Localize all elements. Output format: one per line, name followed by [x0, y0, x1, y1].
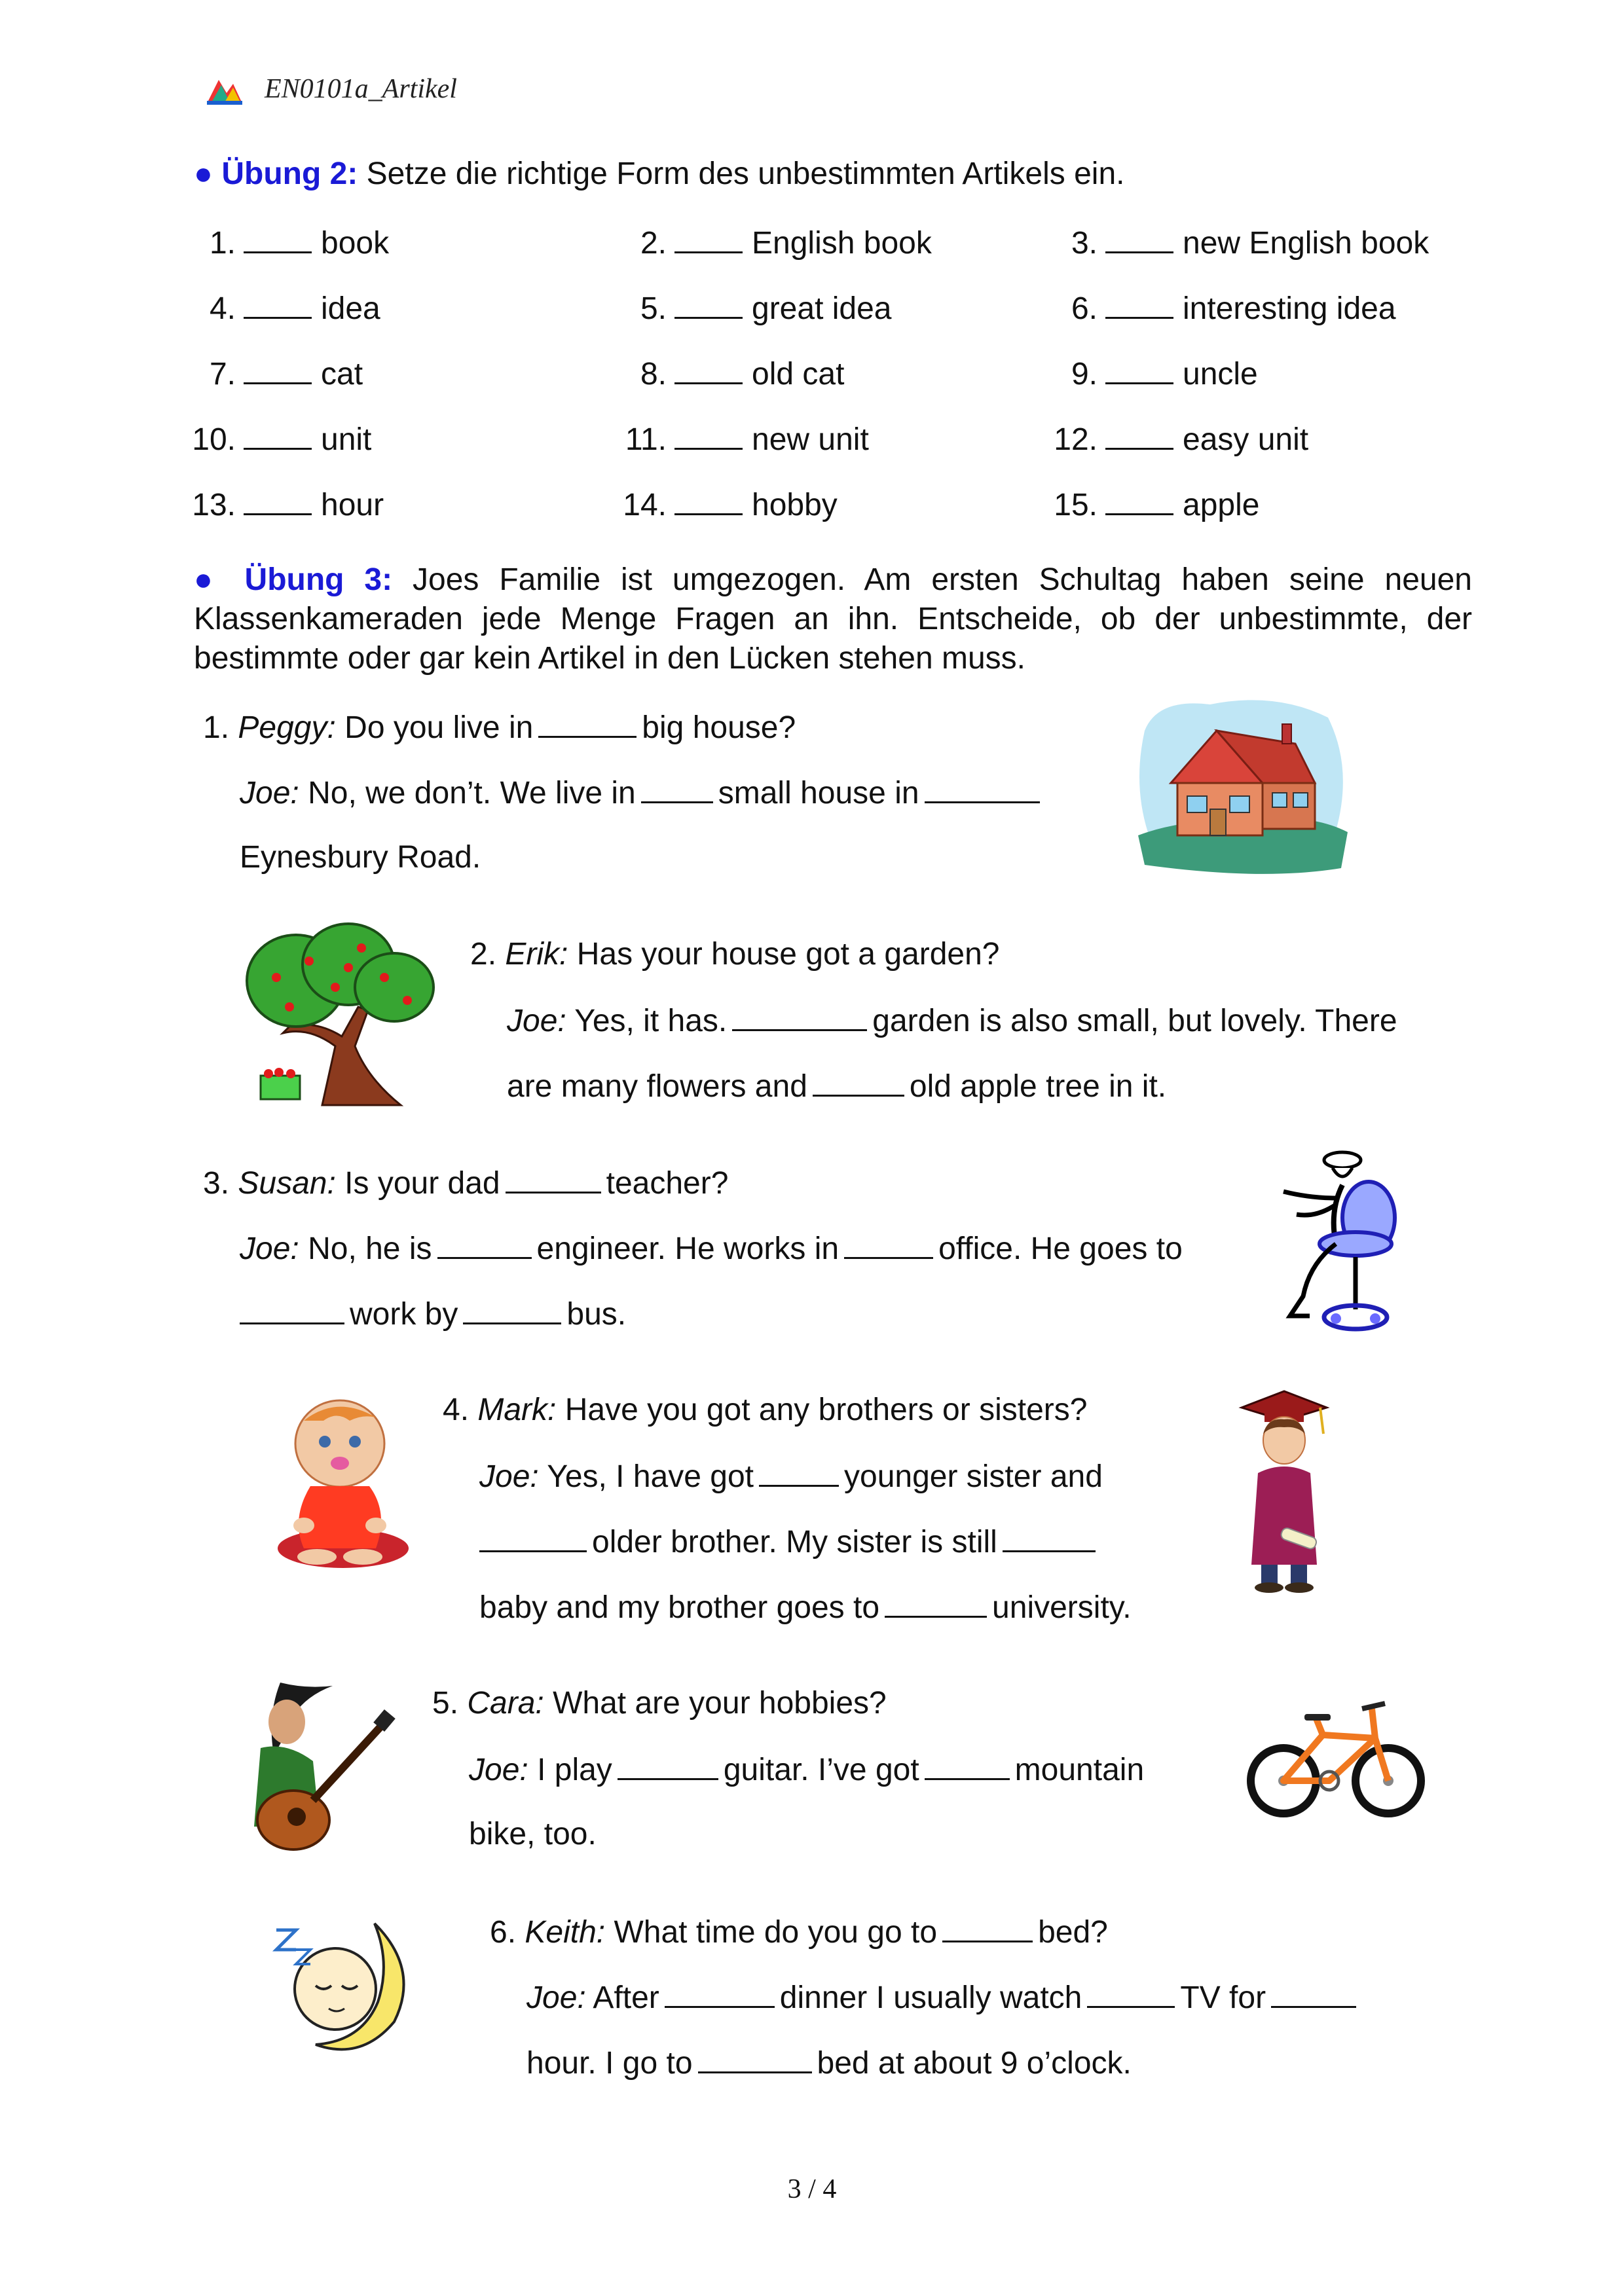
- item-text: cat: [321, 357, 363, 392]
- exercise-2-title: ● Übung 2: Setze die richtige Form des unbestimmten Artikels ein.: [194, 156, 1125, 191]
- item-number: 14.: [623, 488, 667, 522]
- gap[interactable]: [674, 484, 743, 515]
- exercise-2-item: [1052, 288, 1396, 329]
- apple-tree-clipart-icon: [237, 915, 440, 1112]
- dialogue-4-answer-cont2: baby and my brother goes to university.: [479, 1587, 1132, 1628]
- dialogue-6-answer: Joe: After dinner I usually watch TV for: [526, 1977, 1361, 2018]
- dialogue-5-answer: Joe: I play guitar. I’ve got mountain: [469, 1749, 1144, 1790]
- page-number: 3 / 4: [787, 2174, 837, 2204]
- gap[interactable]: [759, 1456, 839, 1487]
- dialogue-2-question: 2. Erik: Has your house got a garden?: [470, 937, 1000, 972]
- gap[interactable]: [942, 1912, 1033, 1942]
- dialogue-1-question: 1. Peggy: Do you live in big house?: [203, 707, 796, 748]
- gap[interactable]: [244, 288, 312, 319]
- item-number: 12.: [1054, 422, 1098, 457]
- item-number: 15.: [1054, 488, 1098, 522]
- item-number: 9.: [1071, 357, 1098, 392]
- exercise-2-item: [621, 288, 892, 329]
- dialogue-5-question: 5. Cara: What are your hobbies?: [432, 1686, 887, 1721]
- dialogue-1-answer: Joe: No, we don’t. We live in small house in: [240, 773, 1045, 813]
- gap[interactable]: [479, 1522, 587, 1552]
- exercise-2-item: [621, 223, 932, 263]
- gap[interactable]: [885, 1587, 987, 1618]
- gap[interactable]: [244, 223, 312, 253]
- exercise-2-item: [621, 354, 844, 394]
- graduate-clipart-icon: [1235, 1388, 1333, 1597]
- mountain-bike-clipart-icon: [1244, 1689, 1428, 1820]
- dialogue-4-question: 4. Mark: Have you got any brothers or sisters?: [443, 1393, 1088, 1427]
- exercise-3-intro: ● Übung 3: Joes Familie ist umgezogen. Am ersten Schultag haben seine neuen Klassenkameraden jede Menge Fragen an ihn. Entscheide, ob der unbestimmte, der bestimmte oder gar kein Artikel in den Lücken stehen muss.: [194, 562, 1472, 676]
- gap[interactable]: [698, 2043, 812, 2073]
- exercise-3-instruction: Joes Familie ist umgezogen. Am ersten Schultag haben seine neuen Klassenkameraden jede Menge Fragen an ihn. Entscheide, ob der unbestimmte, der bestimmte oder gar kein Artikel in den Lücken stehen muss.: [194, 562, 1472, 676]
- gap[interactable]: [813, 1066, 904, 1097]
- baby-clipart-icon: [265, 1394, 409, 1571]
- dialogue-2-answer-cont: are many flowers and old apple tree in it.: [507, 1066, 1166, 1106]
- gap[interactable]: [618, 1749, 718, 1780]
- item-number: 10.: [192, 422, 236, 457]
- gap[interactable]: [1105, 484, 1173, 515]
- exercise-2-item: [1052, 419, 1308, 460]
- dialogue-3-answer: Joe: No, he is engineer. He works in office. He goes to: [240, 1228, 1183, 1269]
- item-text: easy unit: [1183, 422, 1309, 457]
- item-text: hour: [321, 488, 384, 522]
- exercise-2-item: [1052, 354, 1258, 394]
- item-text: unit: [321, 422, 372, 457]
- gap[interactable]: [732, 1000, 867, 1031]
- gap[interactable]: [1105, 419, 1173, 450]
- dialogue-4-answer-cont: older brother. My sister is still: [479, 1522, 1101, 1562]
- dialogue-1-answer-cont: Eynesbury Road.: [240, 840, 481, 875]
- item-number: 4.: [209, 291, 236, 326]
- dialogue-3-answer-cont: work by bus.: [240, 1294, 626, 1334]
- item-number: 6.: [1071, 291, 1098, 326]
- gap[interactable]: [665, 1977, 775, 2008]
- item-text: apple: [1183, 488, 1260, 522]
- document-id: EN0101a_Artikel: [265, 74, 457, 104]
- item-text: idea: [321, 291, 380, 326]
- exercise-2-item: [1052, 223, 1429, 263]
- item-text: English book: [752, 226, 932, 261]
- item-number: 11.: [625, 422, 667, 457]
- gap[interactable]: [538, 707, 637, 738]
- dialogue-6-question: 6. Keith: What time do you go to bed?: [490, 1912, 1108, 1952]
- item-text: interesting idea: [1183, 291, 1396, 326]
- gap[interactable]: [463, 1294, 561, 1324]
- item-text: hobby: [752, 488, 838, 522]
- item-number: 8.: [640, 357, 667, 392]
- item-number: 7.: [209, 357, 236, 392]
- item-number: 13.: [192, 488, 236, 522]
- gap[interactable]: [925, 1749, 1010, 1780]
- gap[interactable]: [244, 484, 312, 515]
- exercise-2-item: [190, 419, 371, 460]
- guitarist-clipart-icon: [241, 1676, 398, 1859]
- exercise-2-instruction: Setze die richtige Form des unbestimmten Artikels ein.: [366, 156, 1125, 191]
- dialogue-4-answer: Joe: Yes, I have got younger sister and: [479, 1456, 1103, 1497]
- gap[interactable]: [674, 419, 743, 450]
- sleeping-moon-clipart-icon: [263, 1910, 420, 2061]
- gap[interactable]: [244, 354, 312, 384]
- worker-on-chair-clipart-icon: [1270, 1146, 1414, 1336]
- gap[interactable]: [437, 1228, 532, 1259]
- exercise-2-item: [621, 419, 869, 460]
- publisher-logo-icon: [204, 71, 244, 107]
- dialogue-6-answer-cont: hour. I go to bed at about 9 o’clock.: [526, 2043, 1132, 2083]
- gap[interactable]: [674, 223, 743, 253]
- item-text: book: [321, 226, 390, 261]
- item-text: uncle: [1183, 357, 1258, 392]
- gap[interactable]: [1003, 1522, 1096, 1552]
- exercise-2-item: [190, 354, 363, 394]
- gap[interactable]: [240, 1294, 344, 1324]
- gap[interactable]: [1271, 1977, 1356, 2008]
- gap[interactable]: [1105, 354, 1173, 384]
- gap[interactable]: [1105, 223, 1173, 253]
- item-text: old cat: [752, 357, 845, 392]
- item-number: 3.: [1071, 226, 1098, 261]
- dialogue-2-answer: Joe: Yes, it has. garden is also small, but lovely. There: [507, 1000, 1397, 1041]
- item-number: 5.: [640, 291, 667, 326]
- gap[interactable]: [244, 419, 312, 450]
- exercise-2-item: [190, 288, 380, 329]
- exercise-2-item: [190, 223, 389, 263]
- house-clipart-icon: [1132, 691, 1354, 881]
- gap[interactable]: [674, 288, 743, 319]
- item-text: great idea: [752, 291, 892, 326]
- exercise-2-item: [1052, 484, 1259, 525]
- exercise-2-item: [190, 484, 384, 525]
- item-number: 2.: [640, 226, 667, 261]
- dialogue-5-answer-cont: bike, too.: [469, 1817, 597, 1851]
- gap[interactable]: [1087, 1977, 1175, 2008]
- exercise-2-item: [621, 484, 838, 525]
- item-text: new unit: [752, 422, 869, 457]
- exercise-3-label: Übung 3:: [244, 562, 393, 597]
- gap[interactable]: [844, 1228, 933, 1259]
- gap[interactable]: [506, 1163, 601, 1194]
- gap[interactable]: [641, 773, 713, 803]
- gap[interactable]: [1105, 288, 1173, 319]
- item-text: new English book: [1183, 226, 1430, 261]
- item-number: 1.: [209, 226, 236, 261]
- gap[interactable]: [674, 354, 743, 384]
- dialogue-3-question: 3. Susan: Is your dad teacher?: [203, 1163, 728, 1203]
- exercise-2-label: Übung 2:: [221, 156, 358, 191]
- gap[interactable]: [925, 773, 1040, 803]
